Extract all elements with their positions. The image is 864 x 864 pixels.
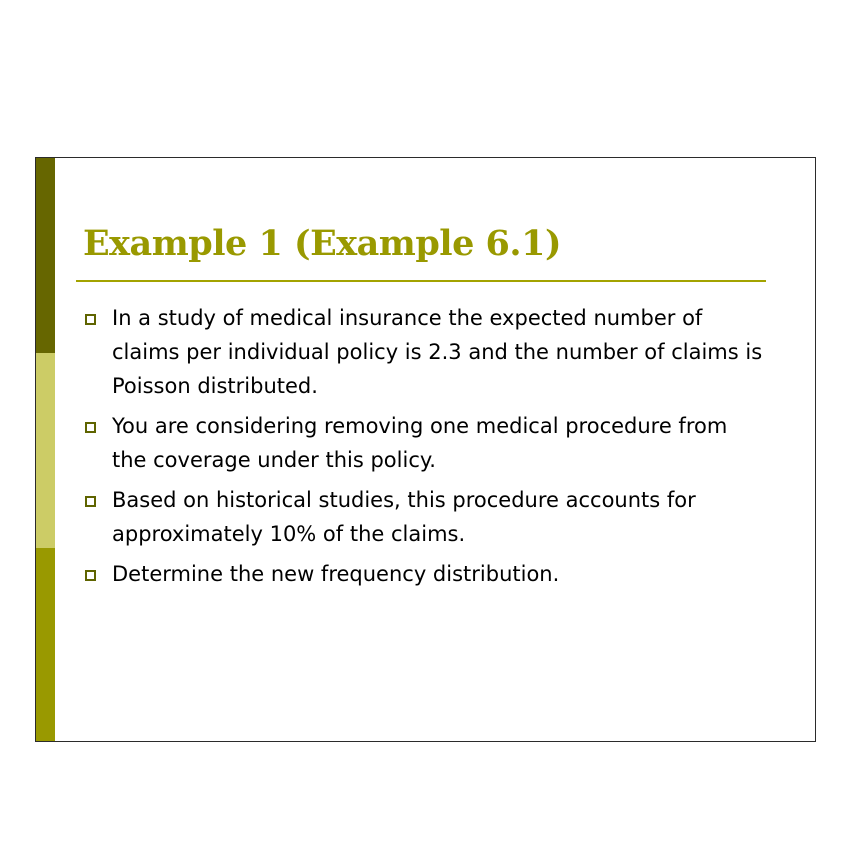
side-bar-top-segment [36,158,55,353]
bullet-text: You are considering removing one medical procedure from the coverage under this policy. [112,414,728,472]
title-underline [76,280,766,282]
bullet-text: In a study of medical insurance the expected number of claims per individual policy is 2.3 and the number of claims is Poisson distributed. [112,306,763,398]
square-bullet-icon [85,422,96,433]
side-bar-bottom-segment [36,548,55,742]
bullet-text: Determine the new frequency distribution. [112,562,560,586]
bullet-text: Based on historical studies, this procedure accounts for approximately 10% of the claims. [112,488,696,546]
square-bullet-icon [85,570,96,581]
slide-title: Example 1 (Example 6.1) [83,223,562,264]
bullet-list [84,301,764,597]
square-bullet-icon [85,496,96,507]
slide [35,157,816,742]
square-bullet-icon [85,314,96,325]
bullet-item [84,557,764,591]
bullet-item [84,301,764,403]
bullet-item [84,483,764,551]
bullet-item [84,409,764,477]
side-accent-bar [36,158,55,741]
side-bar-middle-segment [36,353,55,548]
